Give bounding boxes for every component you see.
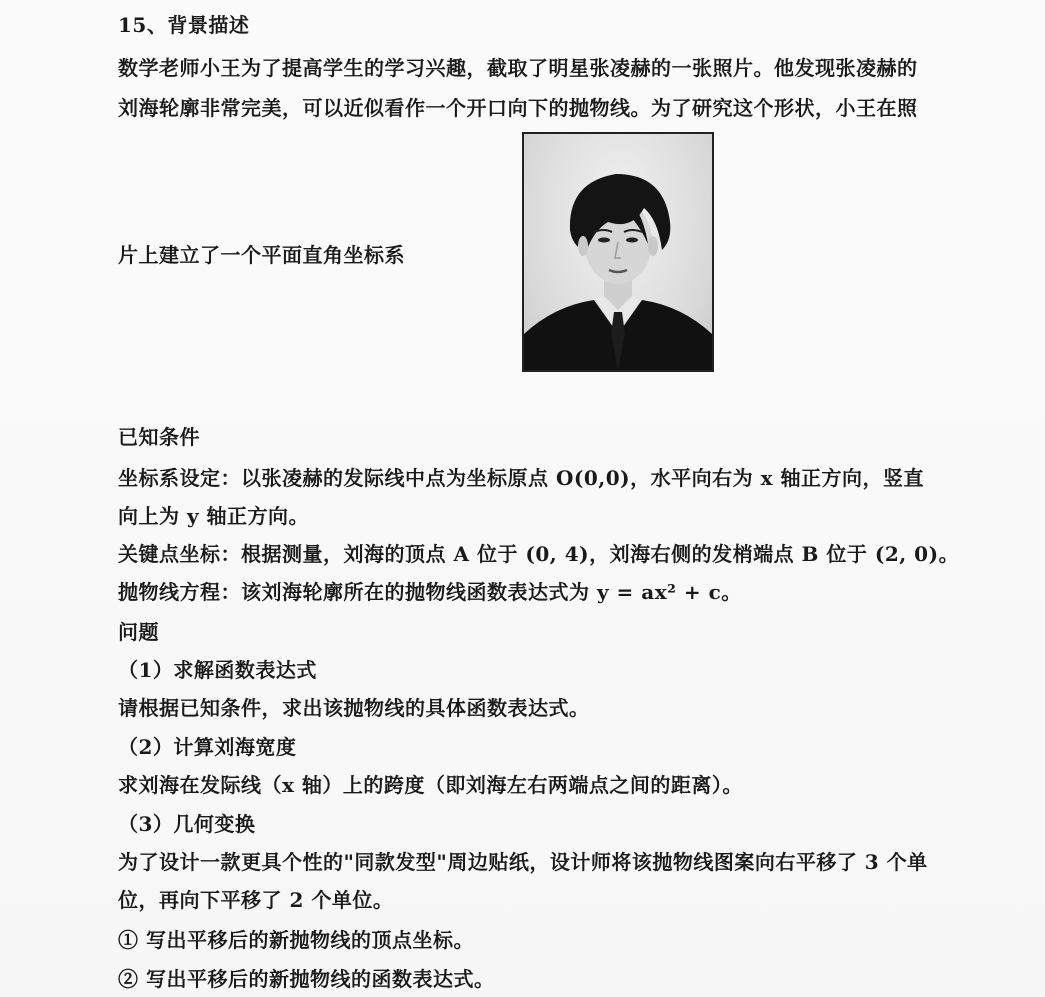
portrait-illustration <box>524 134 712 370</box>
known-line-2: 向上为 y 轴正方向。 <box>118 504 310 528</box>
q3-title: （3）几何变换 <box>118 812 256 836</box>
intro-line-3: 片上建立了一个平面直角坐标系 <box>118 243 405 267</box>
known-line-4: 抛物线方程：该刘海轮廓所在的抛物线函数表达式为 y = ax² + c。 <box>118 580 742 604</box>
q2-title: （2）计算刘海宽度 <box>118 735 297 759</box>
portrait-photo-icon <box>522 132 714 372</box>
q3-line-2: 位，再向下平移了 2 个单位。 <box>118 888 394 912</box>
q3-line-1: 为了设计一款更具个性的"同款发型"周边贴纸，设计师将该抛物线图案向右平移了 3 个单 <box>118 850 928 874</box>
q3-sub-2: ② 写出平移后的新抛物线的函数表达式。 <box>118 967 495 991</box>
q1-title: （1）求解函数表达式 <box>118 658 317 682</box>
q1-text: 请根据已知条件，求出该抛物线的具体函数表达式。 <box>118 696 590 720</box>
q2-text: 求刘海在发际线（x 轴）上的跨度（即刘海左右两端点之间的距离）。 <box>118 773 743 797</box>
intro-line-2: 刘海轮廓非常完美，可以近似看作一个开口向下的抛物线。为了研究这个形状，小王在照 <box>118 96 918 120</box>
intro-line-1: 数学老师小王为了提高学生的学习兴趣，截取了明星张凌赫的一张照片。他发现张凌赫的 <box>118 56 918 80</box>
section-title: 15、背景描述 <box>118 13 250 37</box>
known-heading: 已知条件 <box>118 425 200 449</box>
known-line-3: 关键点坐标：根据测量，刘海的顶点 A 位于 (0, 4)，刘海右侧的发梢端点 B 位于 (2, 0)。 <box>118 542 960 566</box>
q3-sub-1: ① 写出平移后的新抛物线的顶点坐标。 <box>118 928 474 952</box>
question-heading: 问题 <box>118 620 159 644</box>
known-line-1: 坐标系设定：以张凌赫的发际线中点为坐标原点 O(0,0)，水平向右为 x 轴正方向，竖直 <box>118 466 924 490</box>
